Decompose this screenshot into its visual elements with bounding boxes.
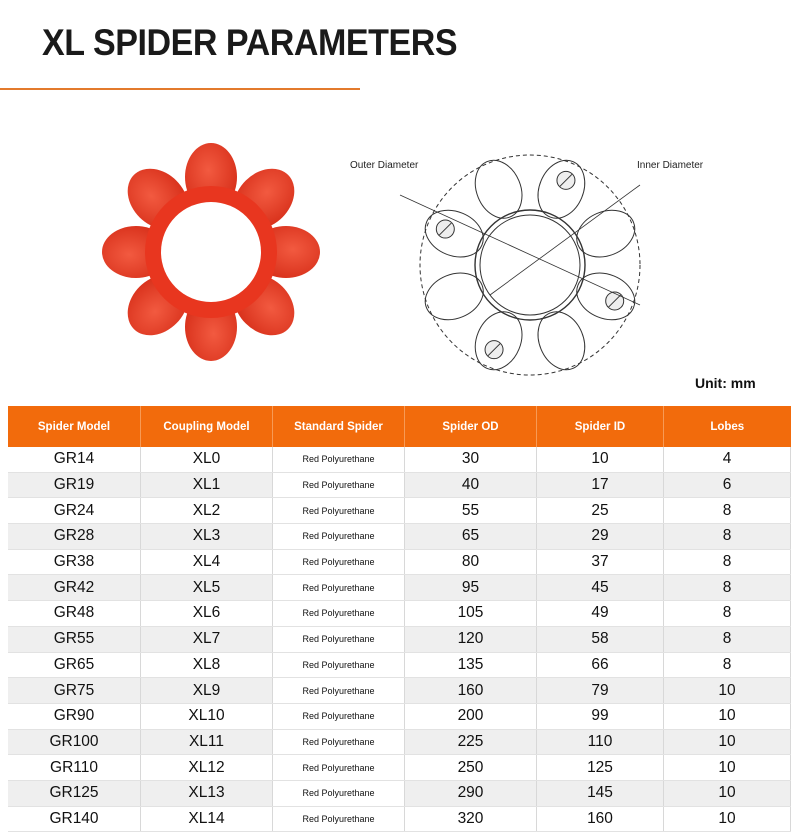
drawing-lobe	[418, 265, 490, 329]
cell-spider-model: GR90	[8, 703, 141, 729]
cell-lobes: 10	[664, 678, 791, 704]
table-row	[8, 703, 791, 729]
table-row	[8, 498, 791, 524]
cell-coupling-model: XL6	[141, 601, 273, 627]
spider-bore	[161, 202, 261, 302]
cell-coupling-model: XL13	[141, 780, 273, 806]
cell-coupling-model: XL2	[141, 498, 273, 524]
cell-lobes: 8	[664, 652, 791, 678]
cell-spider-od: 80	[405, 549, 537, 575]
cell-coupling-model: XL5	[141, 575, 273, 601]
cell-spider-id: 25	[537, 498, 664, 524]
table-row	[8, 678, 791, 704]
cell-lobes: 4	[664, 447, 791, 472]
cell-spider-model: GR28	[8, 524, 141, 550]
cell-spider-od: 200	[405, 703, 537, 729]
table-header-row	[8, 406, 791, 447]
cell-spider-id: 49	[537, 601, 664, 627]
drawing-lobe	[570, 202, 642, 266]
cell-spider-id: 145	[537, 780, 664, 806]
table-row	[8, 780, 791, 806]
header-spider-id: Spider ID	[537, 406, 664, 447]
drawing-lobe	[467, 305, 531, 377]
cell-lobes: 10	[664, 729, 791, 755]
header-standard-spider: Standard Spider	[273, 406, 405, 447]
spider-parameter-table	[8, 406, 791, 832]
drawing-lobe	[530, 153, 594, 225]
cell-spider-model: GR140	[8, 806, 141, 832]
cell-spider-model: GR48	[8, 601, 141, 627]
cell-spider-model: GR55	[8, 626, 141, 652]
cell-lobes: 10	[664, 806, 791, 832]
cell-lobes: 8	[664, 524, 791, 550]
cell-spider-id: 37	[537, 549, 664, 575]
header-spider-od: Spider OD	[405, 406, 537, 447]
cell-spider-id: 99	[537, 703, 664, 729]
cell-coupling-model: XL14	[141, 806, 273, 832]
unit-label: Unit: mm	[695, 375, 756, 391]
cell-spider-model: GR38	[8, 549, 141, 575]
cell-standard-spider: Red Polyurethane	[273, 755, 405, 781]
cell-coupling-model: XL0	[141, 447, 273, 472]
cell-spider-id: 160	[537, 806, 664, 832]
cell-spider-model: GR75	[8, 678, 141, 704]
cell-spider-model: GR42	[8, 575, 141, 601]
cell-coupling-model: XL9	[141, 678, 273, 704]
cell-spider-od: 95	[405, 575, 537, 601]
cell-spider-od: 135	[405, 652, 537, 678]
drawing-lobe	[467, 153, 531, 225]
inner-ring	[475, 210, 585, 320]
cell-lobes: 8	[664, 601, 791, 627]
cell-lobes: 10	[664, 703, 791, 729]
table-row	[8, 601, 791, 627]
spider-drawing	[340, 140, 720, 380]
cell-coupling-model: XL10	[141, 703, 273, 729]
header-coupling-model: Coupling Model	[141, 406, 273, 447]
cell-lobes: 6	[664, 472, 791, 498]
cell-standard-spider: Red Polyurethane	[273, 549, 405, 575]
cell-spider-model: GR19	[8, 472, 141, 498]
cell-spider-id: 110	[537, 729, 664, 755]
drawing-lobe	[570, 265, 642, 329]
table-row	[8, 575, 791, 601]
spider-photo	[96, 140, 326, 370]
bore-circle	[480, 215, 580, 315]
cell-spider-od: 160	[405, 678, 537, 704]
table-row	[8, 626, 791, 652]
cell-standard-spider: Red Polyurethane	[273, 652, 405, 678]
cell-coupling-model: XL3	[141, 524, 273, 550]
cell-spider-od: 120	[405, 626, 537, 652]
cell-lobes: 8	[664, 549, 791, 575]
table-row	[8, 447, 791, 472]
cell-standard-spider: Red Polyurethane	[273, 626, 405, 652]
cell-spider-model: GR65	[8, 652, 141, 678]
inner-diameter-label: Inner Diameter	[637, 160, 704, 171]
cell-standard-spider: Red Polyurethane	[273, 575, 405, 601]
cell-spider-model: GR100	[8, 729, 141, 755]
cell-standard-spider: Red Polyurethane	[273, 472, 405, 498]
cell-standard-spider: Red Polyurethane	[273, 498, 405, 524]
cell-coupling-model: XL7	[141, 626, 273, 652]
table-row	[8, 729, 791, 755]
drawing-lobe	[418, 202, 490, 266]
page-title: XL SPIDER PARAMETERS	[42, 22, 458, 63]
cell-spider-od: 320	[405, 806, 537, 832]
table-row	[8, 806, 791, 832]
table-row	[8, 524, 791, 550]
cell-spider-od: 225	[405, 729, 537, 755]
title-underline	[0, 88, 360, 90]
cell-spider-model: GR125	[8, 780, 141, 806]
cell-standard-spider: Red Polyurethane	[273, 524, 405, 550]
cell-coupling-model: XL11	[141, 729, 273, 755]
header-lobes: Lobes	[664, 406, 791, 447]
cell-spider-id: 29	[537, 524, 664, 550]
cell-spider-id: 66	[537, 652, 664, 678]
cell-spider-od: 105	[405, 601, 537, 627]
cell-standard-spider: Red Polyurethane	[273, 806, 405, 832]
cell-coupling-model: XL12	[141, 755, 273, 781]
cell-spider-od: 30	[405, 447, 537, 472]
header-spider-model: Spider Model	[8, 406, 141, 447]
table-row	[8, 652, 791, 678]
cell-lobes: 8	[664, 498, 791, 524]
cell-standard-spider: Red Polyurethane	[273, 678, 405, 704]
cell-coupling-model: XL4	[141, 549, 273, 575]
cell-lobes: 8	[664, 575, 791, 601]
outer-circle	[420, 155, 640, 375]
cell-standard-spider: Red Polyurethane	[273, 601, 405, 627]
cell-standard-spider: Red Polyurethane	[273, 703, 405, 729]
cell-lobes: 10	[664, 780, 791, 806]
cell-spider-id: 10	[537, 447, 664, 472]
cell-spider-od: 40	[405, 472, 537, 498]
cell-spider-od: 290	[405, 780, 537, 806]
cell-standard-spider: Red Polyurethane	[273, 780, 405, 806]
cell-spider-id: 17	[537, 472, 664, 498]
cell-spider-id: 79	[537, 678, 664, 704]
cell-standard-spider: Red Polyurethane	[273, 729, 405, 755]
drawing-lobe	[530, 305, 594, 377]
outer-diameter-label: Outer Diameter	[350, 160, 419, 171]
cell-lobes: 8	[664, 626, 791, 652]
cell-spider-od: 55	[405, 498, 537, 524]
cell-lobes: 10	[664, 755, 791, 781]
cell-spider-model: GR24	[8, 498, 141, 524]
table-row	[8, 549, 791, 575]
cell-spider-model: GR110	[8, 755, 141, 781]
cell-standard-spider: Red Polyurethane	[273, 447, 405, 472]
cell-spider-id: 58	[537, 626, 664, 652]
cell-coupling-model: XL8	[141, 652, 273, 678]
cell-coupling-model: XL1	[141, 472, 273, 498]
inner-diameter-line	[490, 185, 640, 295]
cell-spider-od: 65	[405, 524, 537, 550]
cell-spider-model: GR14	[8, 447, 141, 472]
table-row	[8, 472, 791, 498]
cell-spider-id: 45	[537, 575, 664, 601]
table-row	[8, 755, 791, 781]
cell-spider-od: 250	[405, 755, 537, 781]
cell-spider-id: 125	[537, 755, 664, 781]
